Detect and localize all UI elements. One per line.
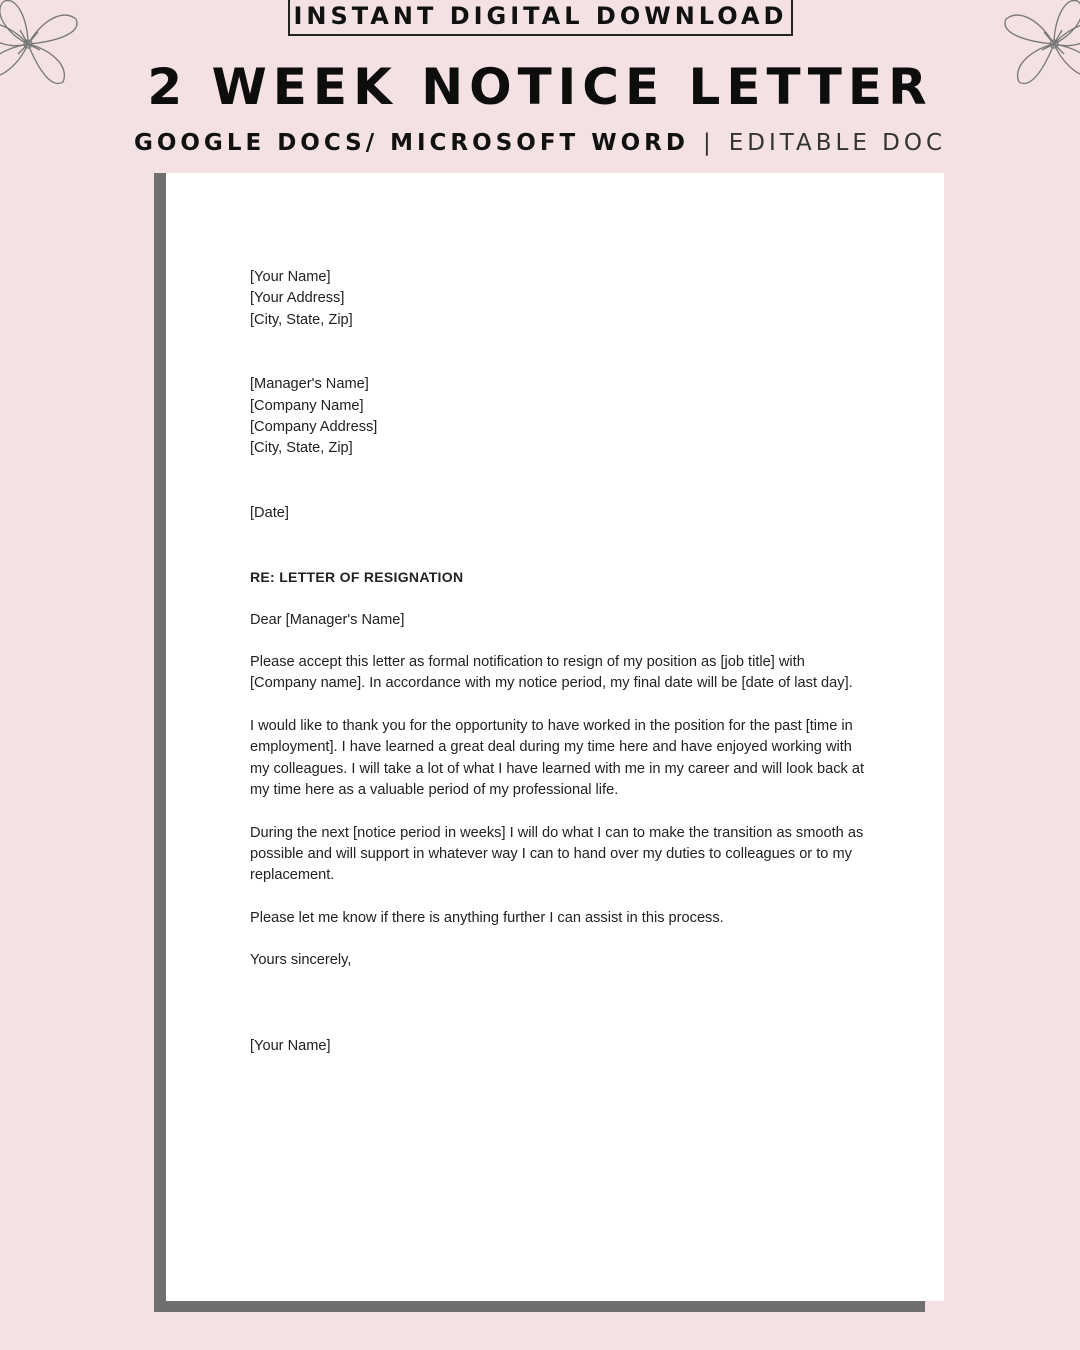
recipient-company-address: [Company Address] (250, 419, 378, 436)
recipient-name: [Manager's Name] (250, 376, 369, 393)
recipient-city: [City, State, Zip] (250, 440, 353, 457)
sender-city: [City, State, Zip] (250, 311, 353, 328)
sender-address (250, 267, 870, 331)
paragraph: Please let me know if there is anything further I can assist in this process. (250, 909, 724, 926)
letter-date: [Date] (250, 504, 289, 521)
recipient-company: [Company Name] (250, 397, 364, 414)
subtitle-format: EDITABLE DOC (728, 130, 947, 156)
sender-name: [Your Name] (250, 269, 331, 285)
closing: Yours sincerely, (250, 952, 352, 969)
subtitle (0, 130, 1080, 156)
subtitle-apps: GOOGLE DOCS/ MICROSOFT WORD (133, 130, 689, 156)
paragraph: During the next [notice period in weeks] I will do what I can to make the transition as smooth as possible and will support in whatever way I can to hand over my duties to colleagues or to my replacement. (250, 824, 864, 884)
letter-subject: RE: LETTER OF RESIGNATION (250, 569, 464, 586)
page-title: 2 WEEK NOTICE LETTER (147, 58, 933, 116)
recipient-address (250, 374, 870, 460)
salutation: Dear [Manager's Name] (250, 611, 405, 628)
letter-body (250, 267, 870, 1057)
paragraph: I would like to thank you for the opportunity to have worked in the position for the past [time in employment]. I have learned a great deal during my time here and have enjoyed working with my colleagues. I will take a lot of what I have learned with me in my career and will look back at my time here as a valuable period of my professional life. (250, 717, 865, 799)
letter-page (166, 173, 944, 1301)
subtitle-separator: | (702, 130, 715, 156)
paragraph: Please accept this letter as formal notification to resign of my position as [job title] with [Company name]. In accordance with my notice period, my final date will be [date of last day]. (250, 654, 853, 692)
instant-download-badge: INSTANT DIGITAL DOWNLOAD (288, 0, 793, 36)
signature: [Your Name] (250, 1037, 331, 1054)
sender-address-line: [Your Address] (250, 290, 345, 307)
